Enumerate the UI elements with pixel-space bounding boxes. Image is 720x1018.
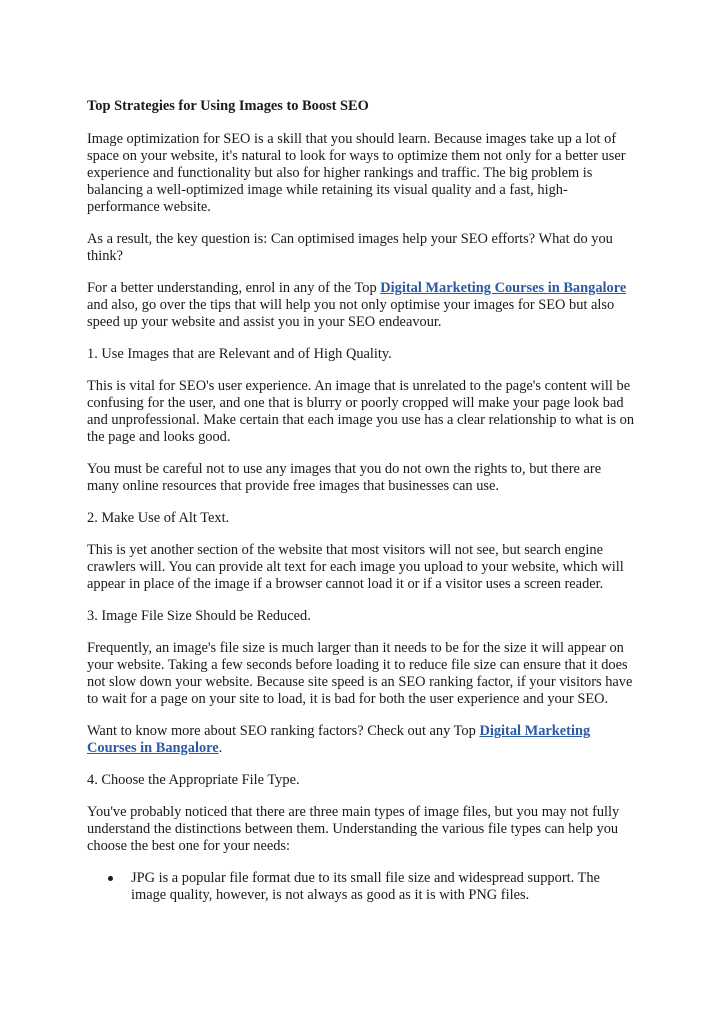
section-3-paragraph-2	[87, 723, 635, 757]
intro-paragraph-3	[87, 280, 635, 331]
section-1-paragraph-2: You must be careful not to use any images that you do not own the rights to, but there are many online resources that provide free images that businesses can use.	[87, 461, 602, 494]
section-1-heading: 1. Use Images that are Relevant and of High Quality.	[87, 346, 392, 362]
section-1-paragraph-1: This is vital for SEO's user experience. An image that is unrelated to the page's content will be confusing for the user, and one that is blurry or poorly cropped will make your page look bad and unprofessional. Make certain that each image you use has a clear relationship to what is on the page and looks good.	[87, 378, 635, 445]
section-2-paragraph-1: This is yet another section of the website that most visitors will not see, but search engine crawlers will. You can provide alt text for each image you upload to your website, which will appear in place of the image if a browser cannot load it or if a visitor uses a screen reader.	[87, 542, 624, 592]
file-type-list	[87, 870, 635, 904]
document-body	[87, 98, 635, 904]
section-3-p2-after: .	[218, 740, 223, 756]
list-item	[87, 870, 635, 904]
intro-p3-before: For a better understanding, enrol in any of the Top	[87, 280, 381, 296]
intro-p3-after: and also, go over the tips that will help you not only optimise your images for SEO but also speed up your website and assist you in your SEO endeavour.	[87, 297, 615, 330]
section-3-heading: 3. Image File Size Should be Reduced.	[87, 608, 311, 624]
list-item-text: JPG is a popular file format due to its small file size and widespread support. The image quality, however, is not always as good as it is with PNG files.	[131, 870, 600, 903]
section-4-paragraph-1: You've probably noticed that there are three main types of image files, but you may not fully understand the distinctions between them. Understanding the various file types can help you choose the best one for your needs:	[87, 804, 620, 854]
section-4-heading: 4. Choose the Appropriate File Type.	[87, 772, 300, 788]
digital-marketing-courses-link-2[interactable]: Digital Marketing Courses in Bangalore	[87, 723, 591, 756]
section-3-paragraph-1: Frequently, an image's file size is much larger than it needs to be for the size it will appear on your website. Taking a few seconds before loading it to reduce file size can ensure that it does not slow down your website. Because site speed is an SEO ranking factor, if your visitors have to wait for a page on your site to load, it is bad for both the user experience and your SEO.	[87, 640, 633, 707]
digital-marketing-courses-link[interactable]: Digital Marketing Courses in Bangalore	[380, 280, 627, 296]
intro-paragraph-2: As a result, the key question is: Can optimised images help your SEO efforts? What do you think?	[87, 231, 613, 264]
bullet-icon	[108, 876, 113, 881]
document-title: Top Strategies for Using Images to Boost SEO	[87, 98, 369, 114]
section-2-heading: 2. Make Use of Alt Text.	[87, 510, 230, 526]
intro-paragraph-1: Image optimization for SEO is a skill that you should learn. Because images take up a lot of space on your website, it's natural to look for ways to optimize them not only for a better user experience and functionality but also for higher rankings and traffic. The big problem is balancing a well-optimized image while retaining its visual quality and a fast, high-performance website.	[87, 131, 626, 215]
section-3-p2-before: Want to know more about SEO ranking factors? Check out any Top	[87, 723, 480, 739]
